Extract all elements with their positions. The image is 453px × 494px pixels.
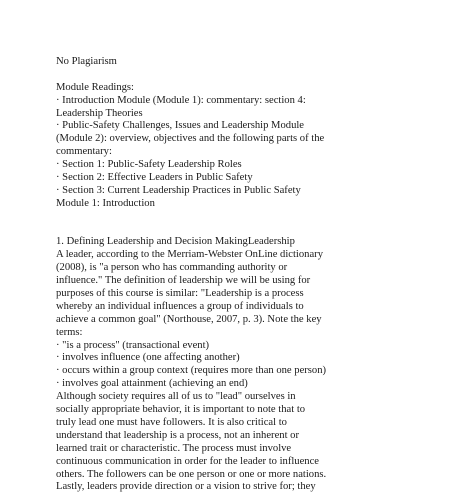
text-line: · Section 1: Public-Safety Leadership Roles xyxy=(56,159,242,171)
text-line: (Module 2): overview, objectives and the following parts of the xyxy=(56,133,325,145)
spacer xyxy=(56,224,446,237)
text-line: others. The followers can be one person or one or more nations. xyxy=(56,468,327,480)
text-line: achieve a common goal" (Northouse, 2007, p. 3). Note the key xyxy=(56,313,322,325)
module-readings-section xyxy=(56,82,446,211)
leadership-definition-section xyxy=(56,236,446,494)
text-line: truly lead one must have followers. It is also critical to xyxy=(56,416,287,428)
text-line: Module Readings: xyxy=(56,81,134,93)
text-line: · occurs within a group context (requires more than one person) xyxy=(56,365,327,377)
text-line: · "is a process" (transactional event) xyxy=(56,339,210,351)
text-line: Leadership Theories xyxy=(56,107,143,119)
text-line: (2008), is "a person who has commanding authority or xyxy=(56,262,288,274)
spacer xyxy=(56,211,446,224)
text-line: socially appropriate behavior, it is important to note that to xyxy=(56,404,306,416)
document-header: No Plagiarism xyxy=(56,56,117,67)
section-heading: 1. Defining Leadership and Decision MakingLeadership xyxy=(56,236,295,248)
document-text xyxy=(56,56,446,494)
text-line: continuous communication in order for the leader to influence xyxy=(56,455,319,467)
text-line: · involves goal attainment (achieving an end) xyxy=(56,378,248,390)
text-line: influence." The definition of leadership we will be using for xyxy=(56,275,311,287)
spacer xyxy=(56,69,446,82)
text-line: · Introduction Module (Module 1): commentary: section 4: xyxy=(56,94,306,106)
text-line: learned trait or characteristic. The process must involve xyxy=(56,442,292,454)
text-line: Module 1: Introduction xyxy=(56,197,155,209)
text-line: Although society requires all of us to "lead" ourselves in xyxy=(56,391,296,403)
text-line: A leader, according to the Merriam-Webster OnLine dictionary xyxy=(56,249,323,261)
text-line: Lastly, leaders provide direction or a vision to strive for; they xyxy=(56,481,316,493)
text-line: · Public-Safety Challenges, Issues and Leadership Module xyxy=(56,120,305,132)
text-line: terms: xyxy=(56,326,83,338)
text-line: whereby an individual influences a group of individuals to xyxy=(56,300,304,312)
text-line: understand that leadership is a process, not an inherent or xyxy=(56,429,299,441)
text-line: commentary: xyxy=(56,146,112,158)
text-line: · Section 2: Effective Leaders in Public Safety xyxy=(56,172,253,184)
text-line: purposes of this course is similar: "Leadership is a process xyxy=(56,288,304,300)
text-line: · involves influence (one affecting another) xyxy=(56,352,240,364)
text-line: · Section 3: Current Leadership Practices in Public Safety xyxy=(56,184,301,196)
